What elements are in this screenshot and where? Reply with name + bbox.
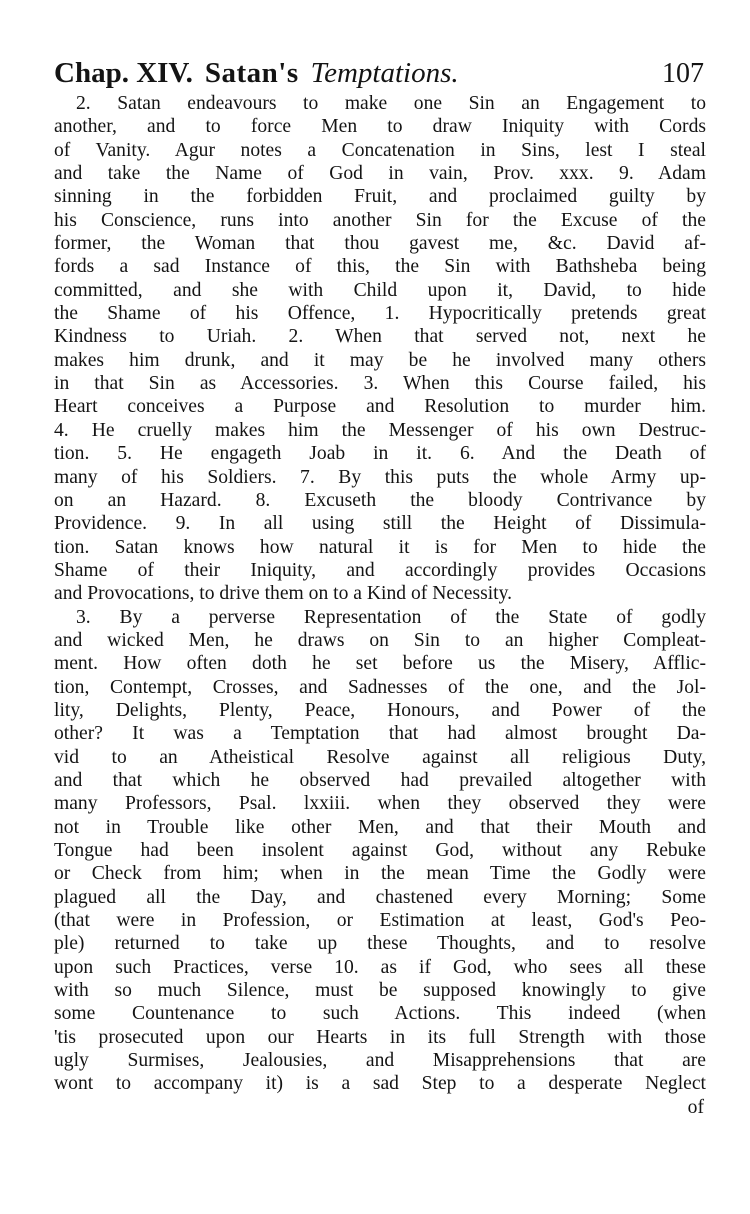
text-line: of Vanity. Agur notes a Concatenation in Sins, lest I steal bbox=[54, 139, 706, 161]
text-line: the Shame of his Offence, 1. Hypocritically pretends great bbox=[54, 303, 706, 325]
text-line: 'tis prosecuted upon our Hearts in its full Strength with those bbox=[54, 1026, 706, 1048]
text-line: in that Sin as Accessories. 3. When this Course failed, his bbox=[54, 373, 706, 395]
chapter-label: Chap. XIV. bbox=[54, 57, 193, 89]
text-line: Providence. 9. In all using still the Height of Dissimula- bbox=[54, 513, 706, 535]
catchword: of bbox=[687, 1096, 704, 1118]
text-line: former, the Woman that thou gavest me, &c. David af- bbox=[54, 233, 706, 255]
text-line: ple) returned to take up these Thoughts, and to resolve bbox=[54, 933, 706, 955]
text-line: lity, Delights, Plenty, Peace, Honours, and Power of the bbox=[54, 699, 706, 721]
page-number: 107 bbox=[662, 58, 704, 89]
text-line: 2. Satan endeavours to make one Sin an Engagement to bbox=[76, 93, 706, 114]
text-line: or Check from him; when in the mean Time the Godly were bbox=[54, 863, 706, 885]
running-head bbox=[54, 58, 706, 92]
text-line: 3. By a perverse Representation of the State of godly bbox=[76, 606, 706, 628]
text-line: wont to accompany it) is a sad Step to a desperate Neglect bbox=[54, 1073, 706, 1095]
text-line: upon such Practices, verse 10. as if God, who sees all these bbox=[54, 956, 706, 978]
body-text bbox=[54, 92, 706, 1096]
text-line: ment. How often doth he set before us the Misery, Afflic- bbox=[54, 653, 706, 675]
text-line: sinning in the forbidden Fruit, and proclaimed guilty by bbox=[54, 186, 706, 208]
text-line: and take the Name of God in vain, Prov. xxx. 9. Adam bbox=[54, 163, 706, 185]
text-line: on an Hazard. 8. Excuseth the bloody Contrivance by bbox=[54, 489, 706, 511]
text-line: Shame of their Iniquity, and accordingly provides Occasions bbox=[54, 559, 706, 581]
text-line: makes him drunk, and it may be he involved many others bbox=[54, 349, 706, 371]
text-line: other? It was a Temptation that had almost brought Da- bbox=[54, 723, 706, 745]
blackletter-word: Satan's bbox=[204, 57, 299, 89]
text-line: Heart conceives a Purpose and Resolution to murder him. bbox=[54, 396, 706, 418]
text-line: vid to an Atheistical Resolve against all religious Duty, bbox=[54, 746, 706, 768]
text-line: with so much Silence, must be supposed knowingly to give bbox=[54, 980, 706, 1002]
text-line: many Professors, Psal. lxxiii. when they observed they were bbox=[54, 793, 706, 815]
text-line: fords a sad Instance of this, the Sin with Bathsheba being bbox=[54, 256, 706, 278]
text-line: tion. 5. He engageth Joab in it. 6. And the Death of bbox=[54, 443, 706, 465]
text-line: some Countenance to such Actions. This indeed (when bbox=[54, 1003, 706, 1025]
text-line: his Conscience, runs into another Sin for the Excuse of the bbox=[54, 209, 706, 231]
text-line: and wicked Men, he draws on Sin to an higher Compleat- bbox=[54, 629, 706, 651]
text-line: not in Trouble like other Men, and that their Mouth and bbox=[54, 816, 706, 838]
text-line: Kindness to Uriah. 2. When that served not, next he bbox=[54, 326, 706, 348]
text-line: and that which he observed had prevailed altogether with bbox=[54, 769, 706, 791]
text-line: and Provocations, to drive them on to a Kind of Necessity. bbox=[54, 583, 513, 605]
text-line: many of his Soldiers. 7. By this puts the whole Army up- bbox=[54, 466, 706, 488]
text-line: tion, Contempt, Crosses, and Sadnesses of the one, and the Jol- bbox=[54, 676, 706, 698]
running-title: Temptations. bbox=[310, 57, 459, 89]
text-line: (that were in Profession, or Estimation at least, God's Peo- bbox=[54, 910, 706, 932]
text-line: committed, and she with Child upon it, David, to hide bbox=[54, 279, 706, 301]
running-head-left bbox=[54, 58, 459, 88]
text-line: another, and to force Men to draw Iniquity with Cords bbox=[54, 116, 706, 138]
text-line: plagued all the Day, and chastened every Morning; Some bbox=[54, 886, 706, 908]
text-line: 4. He cruelly makes him the Messenger of his own Destruc- bbox=[54, 419, 706, 441]
text-line: Tongue had been insolent against God, without any Rebuke bbox=[54, 840, 706, 861]
text-line: ugly Surmises, Jealousies, and Misapprehensions that are bbox=[54, 1050, 706, 1072]
text-line: tion. Satan knows how natural it is for Men to hide the bbox=[54, 536, 706, 558]
